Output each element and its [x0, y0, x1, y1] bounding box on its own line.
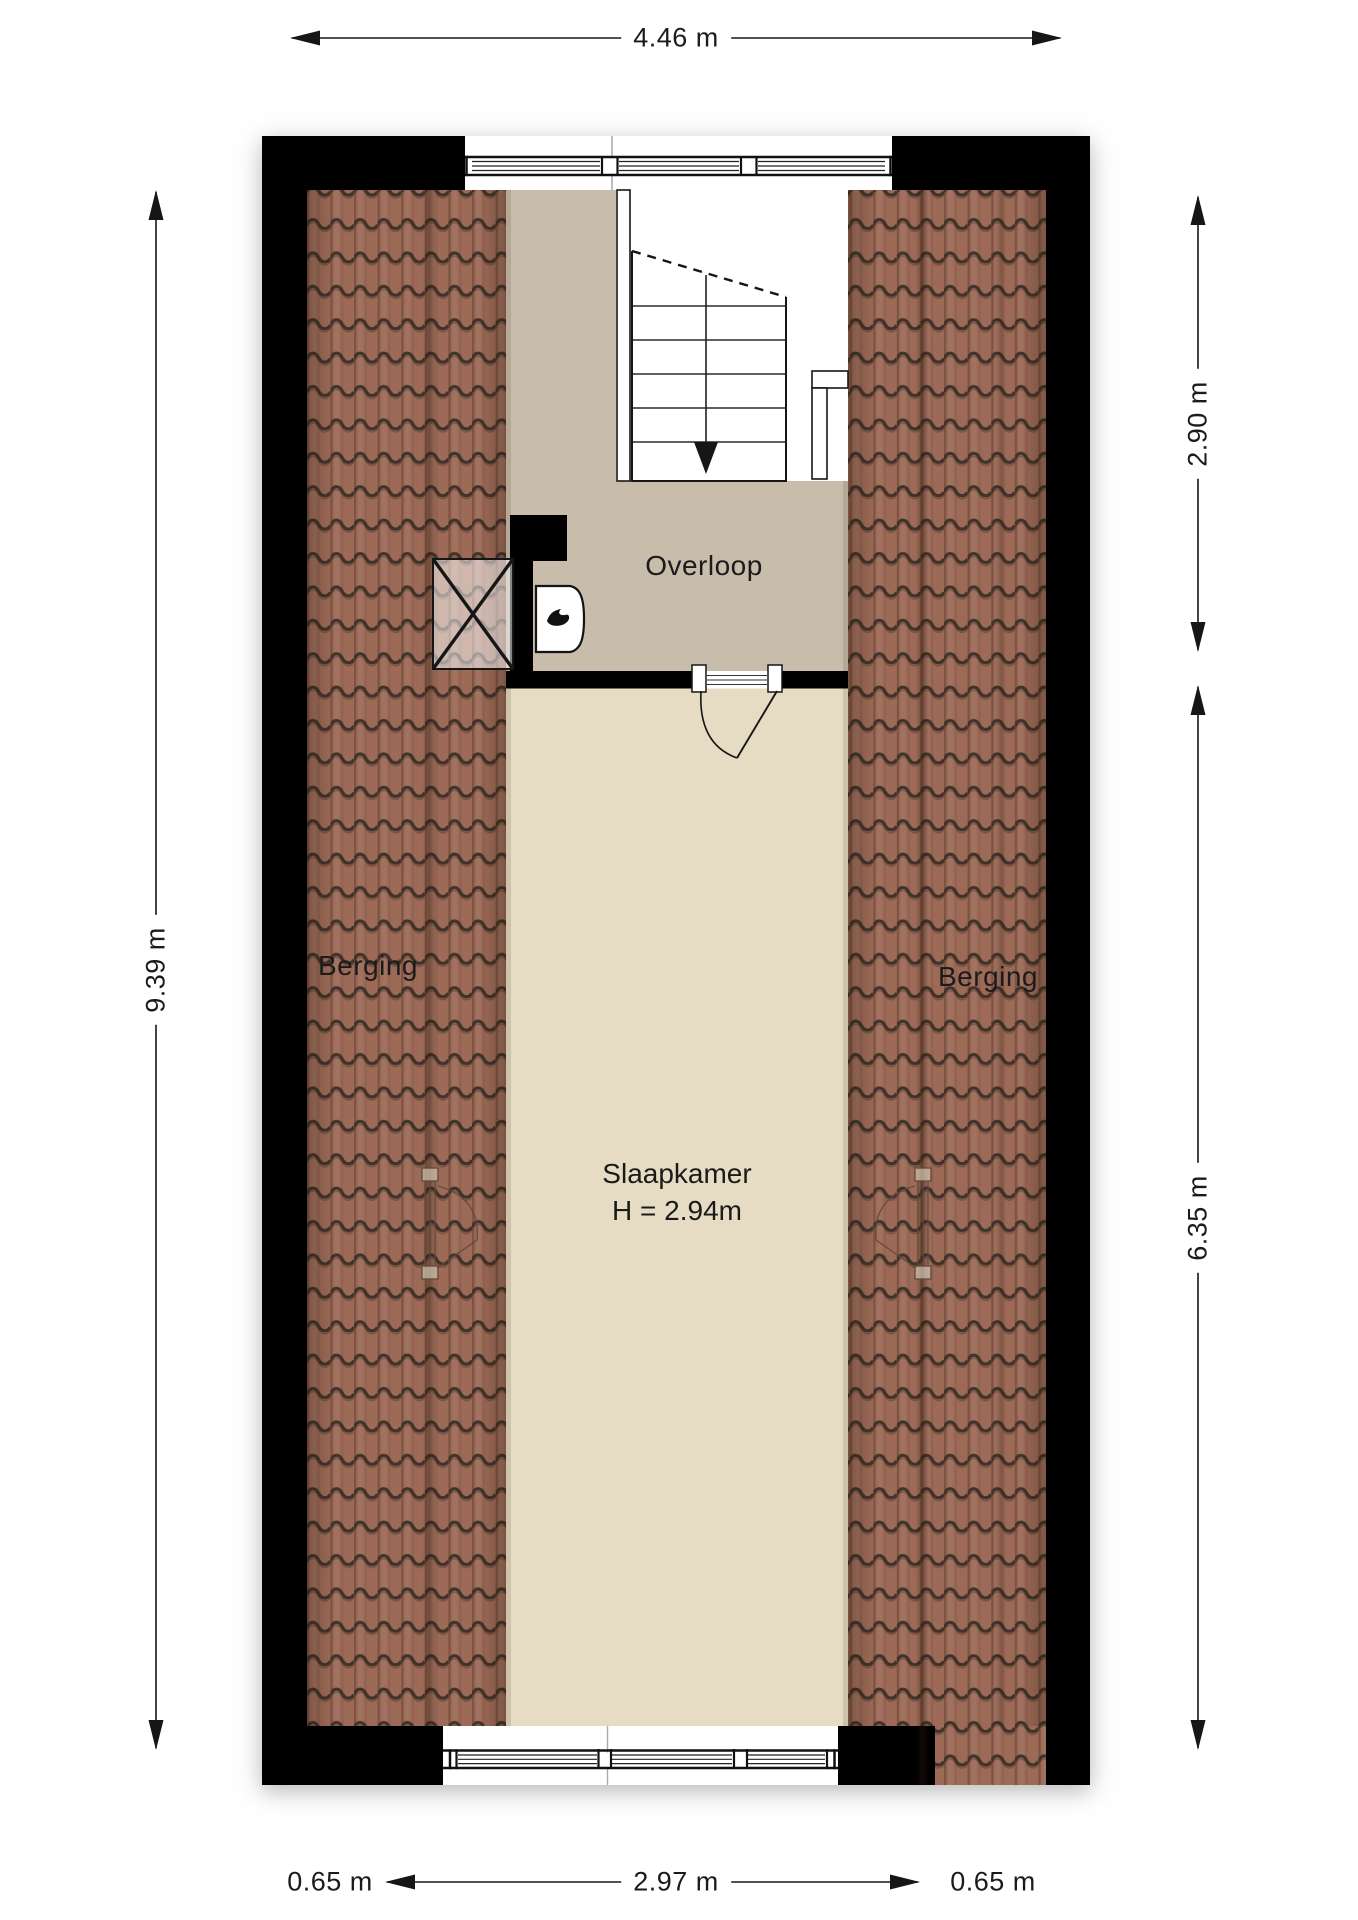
dimension-right-lower: 6.35 m — [1182, 1163, 1213, 1273]
dimension-bottom-right: 0.65 m — [950, 1866, 1036, 1897]
dimension-bottom-left: 0.65 m — [287, 1866, 373, 1897]
dimension-top: 4.46 m — [621, 22, 731, 53]
top-window — [465, 136, 892, 190]
bottom-window — [443, 1726, 838, 1785]
room-label-slaapkamer — [602, 1155, 751, 1229]
dimension-bottom-middle: 2.97 m — [621, 1866, 731, 1897]
room-label-berging-left: Berging — [317, 949, 419, 981]
boiler — [536, 586, 584, 652]
slaapkamer-height-note: H = 2.94m — [612, 1195, 742, 1226]
room-label-overloop: Overloop — [645, 549, 763, 581]
slaapkamer-name: Slaapkamer — [602, 1158, 752, 1189]
shaft-cross — [433, 559, 513, 669]
dimension-left: 9.39 m — [140, 915, 171, 1025]
room-label-berging-right: Berging — [937, 960, 1039, 992]
dimension-right-upper: 2.90 m — [1182, 369, 1213, 479]
staircase — [616, 188, 848, 481]
